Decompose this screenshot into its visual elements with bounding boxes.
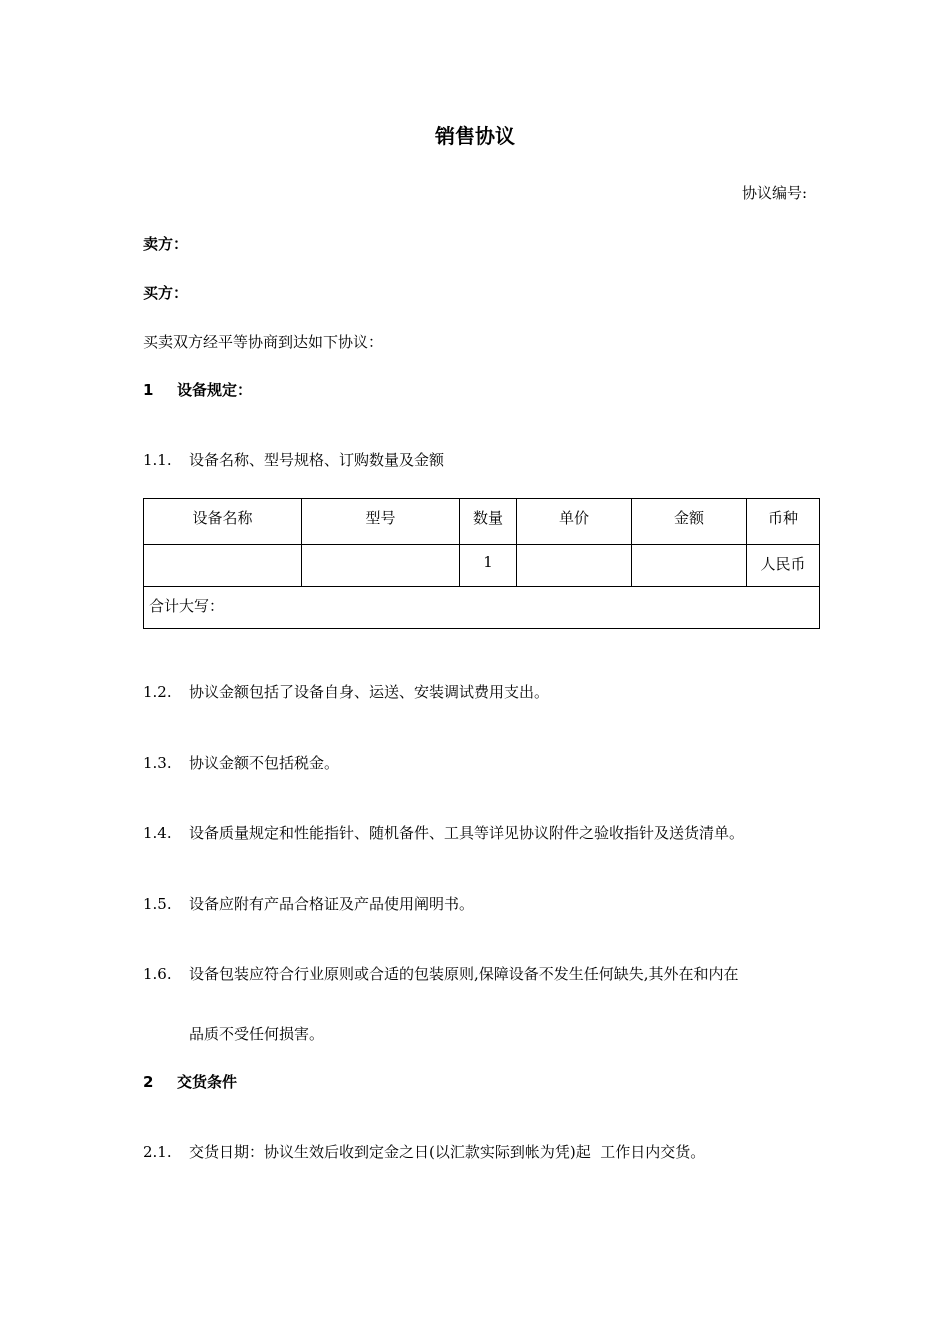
clause-text: 设备包装应符合行业原则或合适的包装原则,保障设备不发生任何缺失,其外在和内在 xyxy=(189,965,739,983)
clause xyxy=(143,683,549,701)
table-header-cell: 金额 xyxy=(632,499,747,545)
clause xyxy=(143,824,744,842)
clause-number: 1.4. xyxy=(143,824,172,842)
table-cell xyxy=(517,545,632,587)
agreement-number-label: 协议编号: xyxy=(741,184,807,202)
clause xyxy=(143,754,339,772)
table-cell: 人民币 xyxy=(747,545,820,587)
clause xyxy=(143,895,474,913)
clause-text: 交货日期：协议生效后收到定金之日(以汇款实际到帐为凭)起 工作日内交货。 xyxy=(189,1143,706,1161)
table-total-row xyxy=(144,587,820,629)
section-title: 设备规定： xyxy=(177,381,253,399)
clause-text: 设备名称、型号规格、订购数量及金额 xyxy=(189,451,445,469)
table-row xyxy=(144,545,820,587)
table-cell xyxy=(302,545,460,587)
table-cell xyxy=(144,545,302,587)
clause-number: 1.1. xyxy=(143,451,172,469)
clause-text: 设备质量规定和性能指针、随机备件、工具等详见协议附件之验收指针及送货清单。 xyxy=(189,824,745,842)
section-heading xyxy=(143,1073,237,1091)
clause xyxy=(143,965,739,983)
section-heading xyxy=(143,381,252,399)
clause-number: 1.5. xyxy=(143,895,172,913)
table-cell: 1 xyxy=(460,545,517,587)
buyer-label: 买方： xyxy=(143,284,189,302)
table-header-cell: 型号 xyxy=(302,499,460,545)
table-header-row xyxy=(144,499,820,545)
table-total-label: 合计大写： xyxy=(144,587,820,629)
clause-number: 1.6. xyxy=(143,965,172,983)
table-header-cell: 币种 xyxy=(747,499,820,545)
clause-text: 协议金额不包括税金。 xyxy=(189,754,340,772)
clause xyxy=(143,1143,705,1161)
section-number: 2 xyxy=(143,1073,154,1091)
table-header-cell: 设备名称 xyxy=(144,499,302,545)
seller-label: 卖方： xyxy=(143,235,189,253)
equipment-table xyxy=(143,498,820,629)
table-cell xyxy=(632,545,747,587)
clause-number: 2.1. xyxy=(143,1143,172,1161)
clause-text: 协议金额包括了设备自身、运送、安装调试费用支出。 xyxy=(189,683,550,701)
section-title: 交货条件 xyxy=(177,1073,238,1091)
clause-text: 设备应附有产品合格证及产品使用阐明书。 xyxy=(189,895,475,913)
page-title: 销售协议 xyxy=(435,124,515,148)
table-header-cell: 单价 xyxy=(517,499,632,545)
clause xyxy=(143,451,444,469)
table-header-cell: 数量 xyxy=(460,499,517,545)
clause-number: 1.2. xyxy=(143,683,172,701)
intro-text: 买卖双方经平等协商到达如下协议： xyxy=(143,333,384,351)
clause-number: 1.3. xyxy=(143,754,172,772)
section-number: 1 xyxy=(143,381,154,399)
clause-continuation: 品质不受任何损害。 xyxy=(189,1025,325,1043)
